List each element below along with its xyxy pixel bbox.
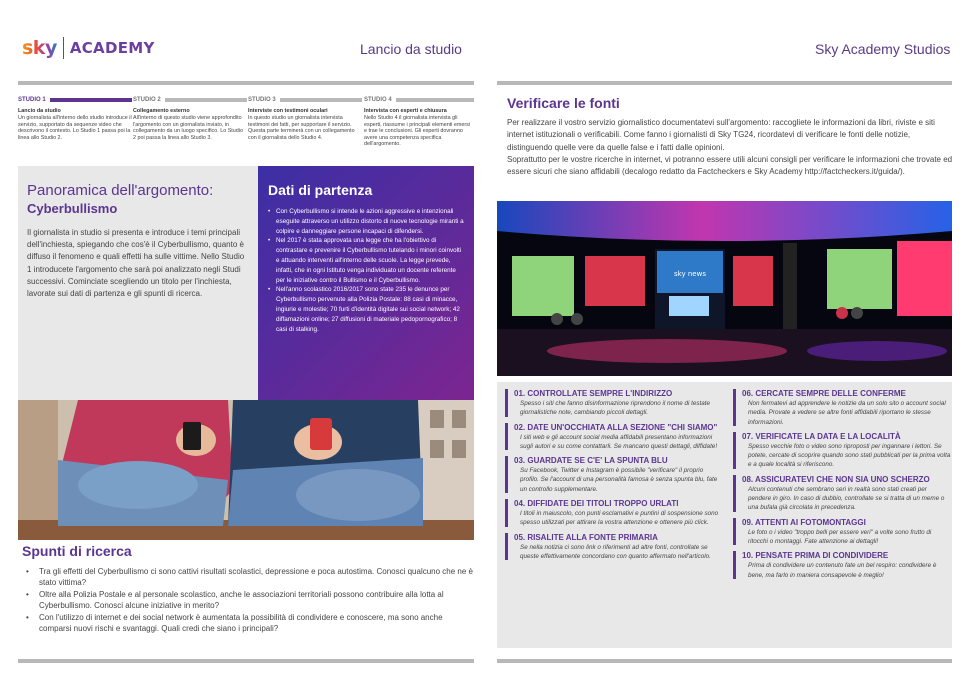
verificare-title: Verificare le fonti bbox=[507, 95, 620, 111]
studio-subtitle: Intervista con esperti e chiusura bbox=[364, 107, 447, 114]
tip-title: 03. GUARDATE SE C'E' LA SPUNTA BLU bbox=[514, 456, 668, 466]
dati-list bbox=[268, 207, 464, 334]
studio-2-block bbox=[133, 97, 247, 141]
tip-body: Le foto o i video "troppo belli per essere veri" a volte sono frutto di ritocchi o montaggi. Fate attenzione ai dettagli! bbox=[748, 528, 932, 545]
spunti-title: Spunti di ricerca bbox=[22, 543, 132, 559]
tip-title: 04. DIFFIDATE DEI TITOLI TROPPO URLATI bbox=[514, 499, 679, 509]
tip-title: 10. PENSATE PRIMA DI CONDIVIDERE bbox=[742, 551, 889, 561]
logo-divider bbox=[63, 37, 64, 59]
spunti-item: • Con l'utilizzo di internet e dei social network è aumentata la possibilità di condividere e conoscere, ma sono anche comparsi nuovi rischi e svantaggi. Quali credi che siano i principali? bbox=[22, 612, 474, 635]
tip-body: Alcuni contenuti che sembrano seri in realtà sono stati creati per pendere in giro. In caso di dubbio, controllate se si tratta di un meme o una bufala già circolata in precedenza. bbox=[748, 485, 945, 512]
tip-title: 06. CERCATE SEMPRE DELLE CONFERME bbox=[742, 389, 906, 398]
spunti-item: • Tra gli effetti del Cyberbullismo ci sono cattivi risultati scolastici, depressione e poca autostima. Conosci qualcuno che ne è stato vittima? bbox=[22, 566, 474, 589]
decalogo-box bbox=[497, 382, 952, 648]
teens-phones-illustration bbox=[18, 400, 474, 540]
right-top-bar bbox=[497, 81, 952, 85]
sky-academy-logo bbox=[22, 37, 155, 59]
studio-3-block bbox=[248, 97, 362, 141]
tip-item bbox=[505, 455, 723, 494]
studio-number: STUDIO 1 bbox=[18, 97, 46, 103]
logo-name: ACADEMY bbox=[69, 39, 155, 57]
verificare-body bbox=[507, 117, 953, 178]
panoramica-box bbox=[18, 166, 258, 400]
left-bottom-bar bbox=[18, 659, 474, 663]
spunti-list bbox=[22, 566, 474, 634]
tips-column-right bbox=[733, 388, 951, 584]
verificare-paragraph: Per realizzare il vostro servizio giornalistico documentatevi sull'argomento: raccogliete le informazioni da libri, riviste e siti internet istituzionali o verificabili. Come fanno i giornalisti di Sky TG24, ricordatevi di verificare le fonti delle notizie, distinguendo quelle vere da quelle false e i fatti dalle opinioni. bbox=[507, 118, 935, 152]
left-header-title: Lancio da studio bbox=[360, 41, 462, 57]
tip-body: I titoli in maiuscolo, con punti esclamativi e puntini di sospensione sono spesso utilizzati per attirare la vostra attenzione e ottenere più click. bbox=[520, 510, 719, 527]
tip-item bbox=[733, 388, 951, 427]
tip-body: Prima di condividere un contenuto fate un bel respiro: condividere è bene, ma farlo in maniera consapevole è meglio! bbox=[748, 562, 937, 579]
dati-item: • Nell'anno scolastico 2016/2017 sono state 235 le denunce per Cyberbullismo pervenute alla Polizia Postale: 88 casi di minacce, ingiurie e molestie; 70 furti d'identità digitale sui social network; 42 diffamazioni online; 27 diffusioni di materiale pedopornografico; 8 casi di stalking. bbox=[268, 285, 464, 334]
studio-progress-line bbox=[50, 98, 132, 102]
tip-body: Non fermatevi ad apprendere le notizie da un solo sito o account social media. Provate a vedere se altre fonti affidabili riportano le stesse informazioni. bbox=[748, 400, 946, 426]
studio-text: All'interno di questo studio viene approfondito l'argomento con un giornalista inviato, in collegamento da un luogo specifico. Lo Studio 2 poi passa la linea allo Studio 3. bbox=[133, 115, 243, 141]
studio-1-block bbox=[18, 97, 132, 141]
studio-4-block bbox=[364, 97, 474, 148]
spunti-item: • Oltre alla Polizia Postale e al personale scolastico, anche le associazioni territoriali possono contribuire alla lotta al Cyberbullismo. Conosci alcune iniziative in merito? bbox=[22, 589, 474, 612]
dati-item: • Con Cyberbullismo si intende le azioni aggressive e intenzionali eseguite attraverso un utilizzo distorto di nuove tecnologie miranti a colpire e danneggiare persone incapaci di difendersi. bbox=[268, 207, 464, 236]
studio-progress-line bbox=[280, 98, 362, 102]
tv-studio-illustration bbox=[497, 201, 952, 376]
studio-number: STUDIO 3 bbox=[248, 97, 276, 103]
panoramica-subtitle: Cyberbullismo bbox=[27, 201, 118, 216]
studio-subtitle: Collegamento esterno bbox=[133, 107, 190, 114]
studio-text: In questo studio un giornalista intervista testimoni dei fatti, per supportare il servizio. Questa parte terminerà con un collegamento con il giornalista dello Studio 4. bbox=[248, 115, 355, 141]
tip-body: I siti web e gli account social media affidabili presentano informazioni sugli autori e su come contattarli. Se mancano questi dettagli, diffidate! bbox=[520, 433, 718, 450]
tip-item bbox=[733, 431, 951, 470]
dati-title: Dati di partenza bbox=[268, 182, 373, 198]
studio-subtitle: Interviste con testimoni oculari bbox=[248, 107, 328, 114]
tip-body: Spesso i siti che fanno disinformazione riprendono il nome di testate giornalistiche note, cambiando piccoli dettagli. bbox=[520, 400, 711, 417]
studio-number: STUDIO 4 bbox=[364, 97, 392, 103]
tip-item bbox=[733, 474, 951, 513]
tip-body: Su Facebook, Twitter e Instagram è possibile "verificare" il proprio profilo. Se l'account di una personalità famosa è senza spunta blu, fate un controllo supplementare. bbox=[520, 467, 718, 493]
teens-phones-photo bbox=[18, 400, 474, 540]
tv-studio-photo bbox=[497, 201, 952, 376]
tips-column-left bbox=[505, 388, 723, 565]
tip-item bbox=[505, 532, 723, 562]
studio-screen-logo: sky news bbox=[674, 270, 706, 278]
tip-item bbox=[733, 550, 951, 580]
tip-title: 08. ASSICURATEVI CHE NON SIA UNO SCHERZO bbox=[742, 474, 930, 484]
dati-item: • Nel 2017 è stata approvata una legge che ha l'obiettivo di contrastare e prevenire il Cyberbullismo tutelando i minori coinvolti e attuando interventi all'interno delle scuole. La legge prevede, infatti, che in ogni Istituto venga individuato un docente referente per le iniziative contro il Bullismo e il Cyberbullismo. bbox=[268, 236, 464, 285]
studio-number: STUDIO 2 bbox=[133, 97, 161, 103]
left-top-bar bbox=[18, 81, 474, 85]
verificare-paragraph: Soprattutto per le vostre ricerche in internet, vi potranno essere utili alcuni consigli per verificare le informazioni che trovate ed essere sicuri che siano affidabili (decalogo redatto da Factcheckers e Sky Academy http://factcheckers.it/guida/). bbox=[507, 154, 953, 177]
studio-progress-line bbox=[396, 98, 474, 102]
tip-title: 07. VERIFICATE LA DATA E LA LOCALITÀ bbox=[742, 431, 901, 441]
tip-title: 05. RISALITE ALLA FONTE PRIMARIA bbox=[514, 532, 658, 542]
panoramica-title: Panoramica dell'argomento: bbox=[27, 182, 214, 199]
tip-item bbox=[505, 498, 723, 528]
right-bottom-bar bbox=[497, 659, 952, 663]
tip-title: 02. DATE UN'OCCHIATA ALLA SEZIONE "CHI SIAMO" bbox=[514, 422, 718, 432]
studio-text: Un giornalista all'interno dello studio introduce il servizio, supportato da sequenze video che descrivono il contesto. Lo Studio 1 passa poi la linea allo Studio 2. bbox=[18, 115, 132, 141]
tip-title: 01. CONTROLLATE SEMPRE L'INDIRIZZO bbox=[514, 389, 673, 398]
right-header-title: Sky Academy Studios bbox=[815, 41, 951, 57]
tip-body: Spesso vecchie foto o video sono riproposti per ingannare i lettori. Se potete, cercate di scoprire quando sono stati pubblicati per la prima volta e a quale località si riferiscono. bbox=[748, 442, 951, 469]
studio-subtitle: Lancio da studio bbox=[18, 107, 61, 114]
studio-progress-line bbox=[165, 98, 247, 102]
tip-item bbox=[505, 388, 723, 418]
tip-item bbox=[505, 422, 723, 452]
tip-title: 09. ATTENTI AI FOTOMONTAGGI bbox=[742, 517, 866, 527]
logo-brand: sky bbox=[22, 37, 57, 59]
tip-item bbox=[733, 517, 951, 547]
panoramica-body: Il giornalista in studio si presenta e introduce i temi principali dell'inchiesta, spiegando che cos'è il Cyberbullismo, quanto è diffuso il fenomeno e quali effetti ha sulle vittime. Nello Studio 1 introducete l'argomento che sarà poi analizzato negli Studi successivi. Cominciate scegliendo un titolo per l'inchiesta, lavorate sui dati di partenza e gli spunti di ricerca. bbox=[27, 228, 245, 299]
dati-box bbox=[258, 166, 474, 400]
studio-text: Nello Studio 4 il giornalista intervista gli esperti, riassume i principali elementi emersi e trae le conclusioni. Gli esperti dovranno avere una competenza specifica dell'argomento. bbox=[364, 115, 471, 147]
tip-body: Se nella notizia ci sono link o riferimenti ad altre fonti, controllate se queste effettivamente concordano con quanto affermato nell'articolo. bbox=[520, 543, 711, 560]
